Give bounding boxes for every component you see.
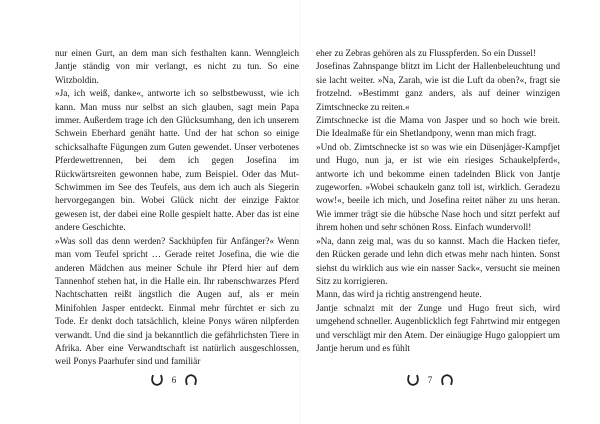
page-gutter — [299, 0, 301, 424]
paragraph: eher zu Zebras gehören als zu Flusspferden. So ein Dussel! — [316, 49, 536, 59]
horseshoe-icon — [150, 373, 164, 387]
paragraph: Mann, das wird ja richtig anstrengend heute. — [316, 290, 482, 301]
page-number: 6 — [171, 375, 177, 385]
paragraph: »Na, dann zeig mal, was du so kannst. Mach die Hacken tiefer, den Rücken gerade und lehn dich etwas mehr nach hinten. Sonst siehst du wirklich aus wie ein nasser Sack«, versucht sie meinen Sitz zu korrigieren. — [316, 236, 560, 287]
paragraph: Zimtschnecke ist die Mama von Jasper und so hoch wie breit. Die Idealmaße für ein Shetlandpony, wenn man mich fragt. — [316, 116, 560, 140]
horseshoe-icon — [184, 373, 198, 387]
paragraph: »Und ob. Zimtschnecke ist so was wie ein Düsenjäger-Kampfjet und Hugo, nun ja, er ist wie ein riesiges Schaukelpferd«, antworte ich und bekomme einen tadelnden Blick von Jantje zugeworfen. »Wobei schaukeln ganz toll ist, wirklich. Geradezu wow!«, beeile ich mich, und Josefina reitet näher zu uns heran. Wie immer trägt sie die hübsche Nase hoch und sitzt perfekt auf ihrem hohen und sehr schönen Ross. Einfach wundervoll! — [316, 142, 560, 234]
paragraph: nur einen Gurt, an dem man sich festhalten kann. Wenngleich Jantje ständig von mir verlangt, es nicht zu tun. So eine Witzboldin. — [55, 49, 299, 86]
page-number: 7 — [427, 375, 433, 385]
right-page-footer — [406, 372, 454, 388]
horseshoe-icon — [406, 373, 420, 387]
paragraph: »Was soll das denn werden? Sackhüpfen für Anfänger?« Wenn man vom Teufel spricht … Gerade reitet Josefina, die wie die anderen Mädchen aus meiner Schule ihr Pferd hier auf dem Tannenhof stehen hat, in die Halle ein. Ihr rabenschwarzes Pferd Nachtschatten reißt ängstlich die Augen auf, als er mein Minifohlen Jasper entdeckt. Einmal mehr fürchtet er sich zu Tode. Er denkt doch tatsächlich, kleine Ponys wären nilpferden verwandt. Und die sind ja bekanntlich die gefährlichsten Tiere in Afrika. Aber eine Verwandtschaft ist natürlich ausgeschlossen, weil Ponys Paarhufer sind und familiär — [55, 236, 299, 368]
left-page-text — [55, 48, 299, 370]
paragraph: Jantje schnalzt mit der Zunge und Hugo freut sich, wird umgehend schneller. Augenblicklich fegt Fahrtwind mir entgegen und verschlägt mir den Atem. Der einäugige Hugo galoppiert um Jantje herum und es fühlt — [316, 303, 560, 354]
horseshoe-icon — [440, 373, 454, 387]
right-page-text — [316, 48, 560, 356]
paragraph: Josefinas Zahnspange blitzt im Licht der Hallenbeleuchtung und sie lacht weiter. »Na, Zarah, wie ist die Luft da oben?«, fragt sie frotzelnd. »Bestimmt ganz anders, als auf deiner winzigen Zimtschnecke zu reiten.« — [316, 62, 560, 113]
left-page-footer — [150, 372, 198, 388]
paragraph: »Ja, ich weiß, danke«, antworte ich so selbstbewusst, wie ich kann. Man muss nur selbst an sich glauben, sagt mein Papa immer. Außerdem trage ich den Glücksumhang, den ich unserem Schwein Eberhard genäht hatte. Und der hat schon so einige schicksalhafte Fügungen zum Guten gewendet. Unser verbotenes Pferdewettrennen, bei dem ich gegen Josefina im Rückwärtsreiten gewonnen habe, zum Beispiel. Oder das Mut-Schwimmen im See des Teufels, aus dem ich auch als Siegerin hervorgegangen bin. Wobei Glück nicht der einzige Faktor gewesen ist, der dabei eine Rolle gespielt hatte. Aber das ist eine andere Geschichte. — [55, 89, 299, 234]
